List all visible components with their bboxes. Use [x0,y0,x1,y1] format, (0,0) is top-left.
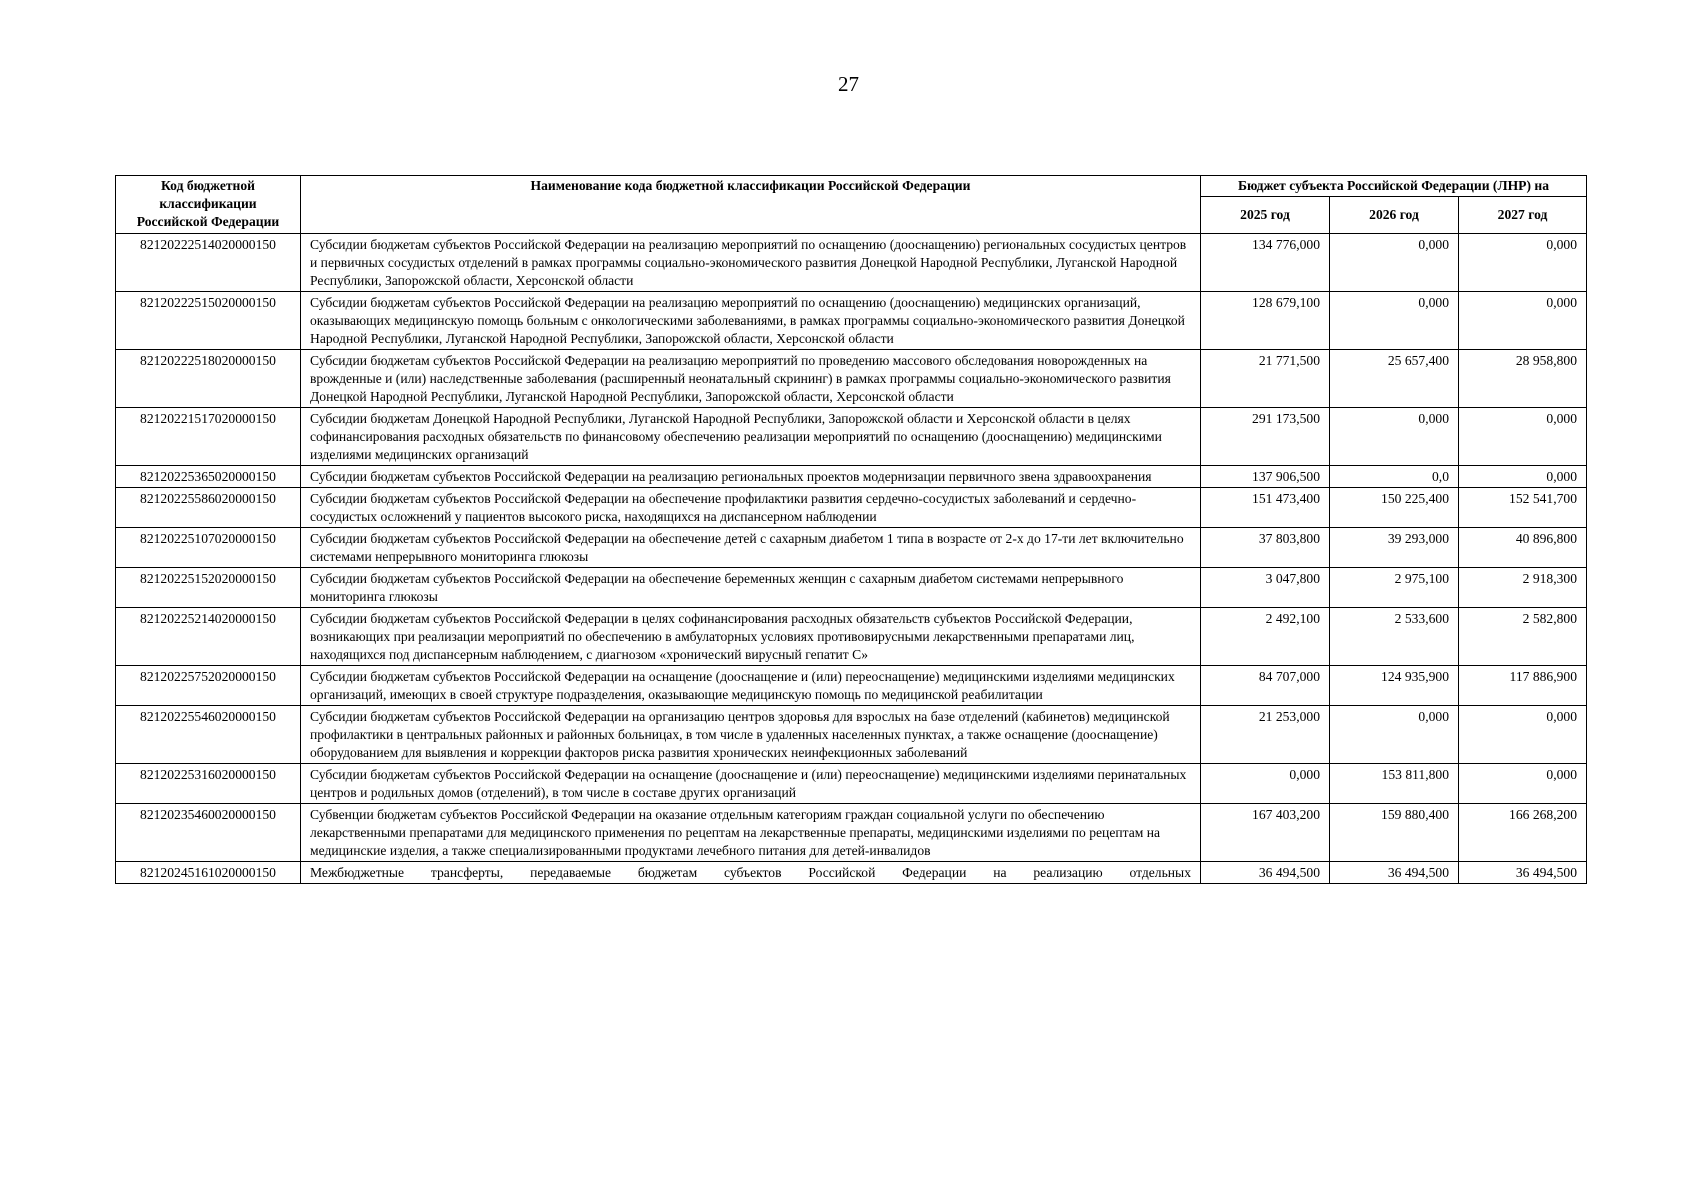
cell-2027: 36 494,500 [1459,862,1587,884]
cell-2026: 159 880,400 [1330,804,1459,862]
cell-2025: 291 173,500 [1201,408,1330,466]
cell-code: 82120225316020000150 [116,764,301,804]
cell-name: Субсидии бюджетам субъектов Российской Федерации на оснащение (дооснащение и (или) переоснащение) медицинскими изделиями перинатальных центров и родильных домов (отделений), в том числе в составе других организаций [301,764,1201,804]
cell-name: Субсидии бюджетам Донецкой Народной Республики, Луганской Народной Республики, Запорожской области и Херсонской области в целях софинансирования расходных обязательств по финансовому обеспечению реализации мероприятий по оснащению (дооснащению) медицинскими изделиями медицинских организаций [301,408,1201,466]
table-row [116,350,1587,408]
table-row [116,764,1587,804]
cell-2026: 0,000 [1330,234,1459,292]
cell-code: 82120222514020000150 [116,234,301,292]
cell-code: 82120225586020000150 [116,488,301,528]
table-row [116,528,1587,568]
cell-name: Субсидии бюджетам субъектов Российской Федерации на обеспечение беременных женщин с сахарным диабетом системами непрерывного мониторинга глюкозы [301,568,1201,608]
cell-2025: 37 803,800 [1201,528,1330,568]
cell-2026: 153 811,800 [1330,764,1459,804]
cell-2027: 0,000 [1459,466,1587,488]
cell-2027: 0,000 [1459,292,1587,350]
cell-code: 82120221517020000150 [116,408,301,466]
cell-2027: 0,000 [1459,408,1587,466]
header-code: Код бюджетной классификации Российской Федерации [116,176,301,234]
cell-2027: 117 886,900 [1459,666,1587,706]
cell-2027: 2 582,800 [1459,608,1587,666]
cell-2025: 2 492,100 [1201,608,1330,666]
cell-2026: 0,000 [1330,408,1459,466]
cell-code: 82120225214020000150 [116,608,301,666]
cell-2026: 39 293,000 [1330,528,1459,568]
table-row [116,568,1587,608]
page-number: 27 [838,72,859,96]
cell-name: Субсидии бюджетам субъектов Российской Федерации на реализацию мероприятий по проведению массового обследования новорожденных на врожденные и (или) наследственные заболевания (расширенный неонатальный скрининг) в рамках программы социально-экономического развития Донецкой Народной Республики, Луганской Народной Республики, Запорожской области, Херсонской области [301,350,1201,408]
table-row [116,862,1587,884]
cell-2027: 28 958,800 [1459,350,1587,408]
table-row [116,408,1587,466]
table-row [116,804,1587,862]
table-body [116,234,1587,884]
header-budget: Бюджет субъекта Российской Федерации (ЛНР) на [1201,176,1587,197]
cell-2025: 21 771,500 [1201,350,1330,408]
table-row [116,706,1587,764]
table-row [116,234,1587,292]
cell-2025: 151 473,400 [1201,488,1330,528]
cell-name: Субвенции бюджетам субъектов Российской Федерации на оказание отдельным категориям граждан социальной услуги по обеспечению лекарственными препаратами для медицинского применения по рецептам на лекарственные препараты, медицинскими изделиями по рецептам на медицинские изделия, а также специализированными продуктами лечебного питания для детей-инвалидов [301,804,1201,862]
cell-2027: 40 896,800 [1459,528,1587,568]
cell-name: Субсидии бюджетам субъектов Российской Федерации на организацию центров здоровья для взрослых на базе отделений (кабинетов) медицинской профилактики в центральных районных и районных больницах, в том числе в удаленных населенных пунктах, а также оснащение (дооснащение) оборудованием для выявления и коррекции факторов риска развития хронических неинфекционных заболеваний [301,706,1201,764]
cell-name: Субсидии бюджетам субъектов Российской Федерации на реализацию мероприятий по оснащению (дооснащению) региональных сосудистых центров и первичных сосудистых отделений в рамках программы социально-экономического развития Донецкой Народной Республики, Луганской Народной Республики, Запорожской области, Херсонской области [301,234,1201,292]
cell-name: Субсидии бюджетам субъектов Российской Федерации в целях софинансирования расходных обязательств субъектов Российской Федерации, возникающих при реализации мероприятий по обеспечению в амбулаторных условиях противовирусными лекарственными препаратами лиц, находящихся под диспансерным наблюдением, с диагнозом «хронический вирусный гепатит С» [301,608,1201,666]
cell-2027: 166 268,200 [1459,804,1587,862]
cell-2026: 150 225,400 [1330,488,1459,528]
cell-name: Субсидии бюджетам субъектов Российской Федерации на обеспечение детей с сахарным диабетом 1 типа в возрасте от 2-х до 17-ти лет включительно системами непрерывного мониторинга глюкозы [301,528,1201,568]
cell-name: Межбюджетные трансферты, передаваемые бюджетам субъектов Российской Федерации на реализацию отдельных [301,862,1201,884]
cell-code: 82120225546020000150 [116,706,301,764]
cell-2026: 36 494,500 [1330,862,1459,884]
cell-2026: 25 657,400 [1330,350,1459,408]
cell-name: Субсидии бюджетам субъектов Российской Федерации на обеспечение профилактики развития сердечно-сосудистых заболеваний и сердечно-сосудистых осложнений у пациентов высокого риска, находящихся на диспансерном наблюдении [301,488,1201,528]
cell-2026: 2 975,100 [1330,568,1459,608]
table-row [116,488,1587,528]
cell-2026: 0,000 [1330,706,1459,764]
cell-code: 82120225152020000150 [116,568,301,608]
table-header [116,176,1587,234]
header-name: Наименование кода бюджетной классификации Российской Федерации [301,176,1201,234]
cell-code: 82120245161020000150 [116,862,301,884]
cell-2025: 36 494,500 [1201,862,1330,884]
cell-2025: 21 253,000 [1201,706,1330,764]
cell-code: 82120235460020000150 [116,804,301,862]
header-year-2026: 2026 год [1330,197,1459,234]
cell-2027: 2 918,300 [1459,568,1587,608]
cell-name: Субсидии бюджетам субъектов Российской Федерации на реализацию мероприятий по оснащению (дооснащению) медицинских организаций, оказывающих медицинскую помощь больным с онкологическими заболеваниями, в рамках программы социально-экономического развития Донецкой Народной Республики, Луганской Народной Республики, Запорожской области, Херсонской области [301,292,1201,350]
cell-code: 82120225365020000150 [116,466,301,488]
cell-2026: 2 533,600 [1330,608,1459,666]
table-row [116,466,1587,488]
table-row [116,608,1587,666]
cell-2026: 0,0 [1330,466,1459,488]
table-row [116,292,1587,350]
cell-2026: 124 935,900 [1330,666,1459,706]
cell-2025: 137 906,500 [1201,466,1330,488]
header-year-2025: 2025 год [1201,197,1330,234]
cell-2027: 0,000 [1459,764,1587,804]
cell-2025: 3 047,800 [1201,568,1330,608]
cell-2025: 167 403,200 [1201,804,1330,862]
cell-code: 82120225107020000150 [116,528,301,568]
cell-2025: 0,000 [1201,764,1330,804]
budget-table [115,175,1587,884]
cell-name: Субсидии бюджетам субъектов Российской Федерации на реализацию региональных проектов модернизации первичного звена здравоохранения [301,466,1201,488]
cell-2025: 128 679,100 [1201,292,1330,350]
cell-code: 82120225752020000150 [116,666,301,706]
cell-name: Субсидии бюджетам субъектов Российской Федерации на оснащение (дооснащение и (или) переоснащение) медицинскими изделиями медицинских организаций, имеющих в своей структуре подразделения, оказывающие медицинскую помощь по медицинской реабилитации [301,666,1201,706]
cell-2025: 84 707,000 [1201,666,1330,706]
cell-2025: 134 776,000 [1201,234,1330,292]
header-year-2027: 2027 год [1459,197,1587,234]
table-row [116,666,1587,706]
cell-code: 82120222515020000150 [116,292,301,350]
cell-2026: 0,000 [1330,292,1459,350]
cell-code: 82120222518020000150 [116,350,301,408]
cell-2027: 0,000 [1459,234,1587,292]
cell-2027: 0,000 [1459,706,1587,764]
cell-2027: 152 541,700 [1459,488,1587,528]
